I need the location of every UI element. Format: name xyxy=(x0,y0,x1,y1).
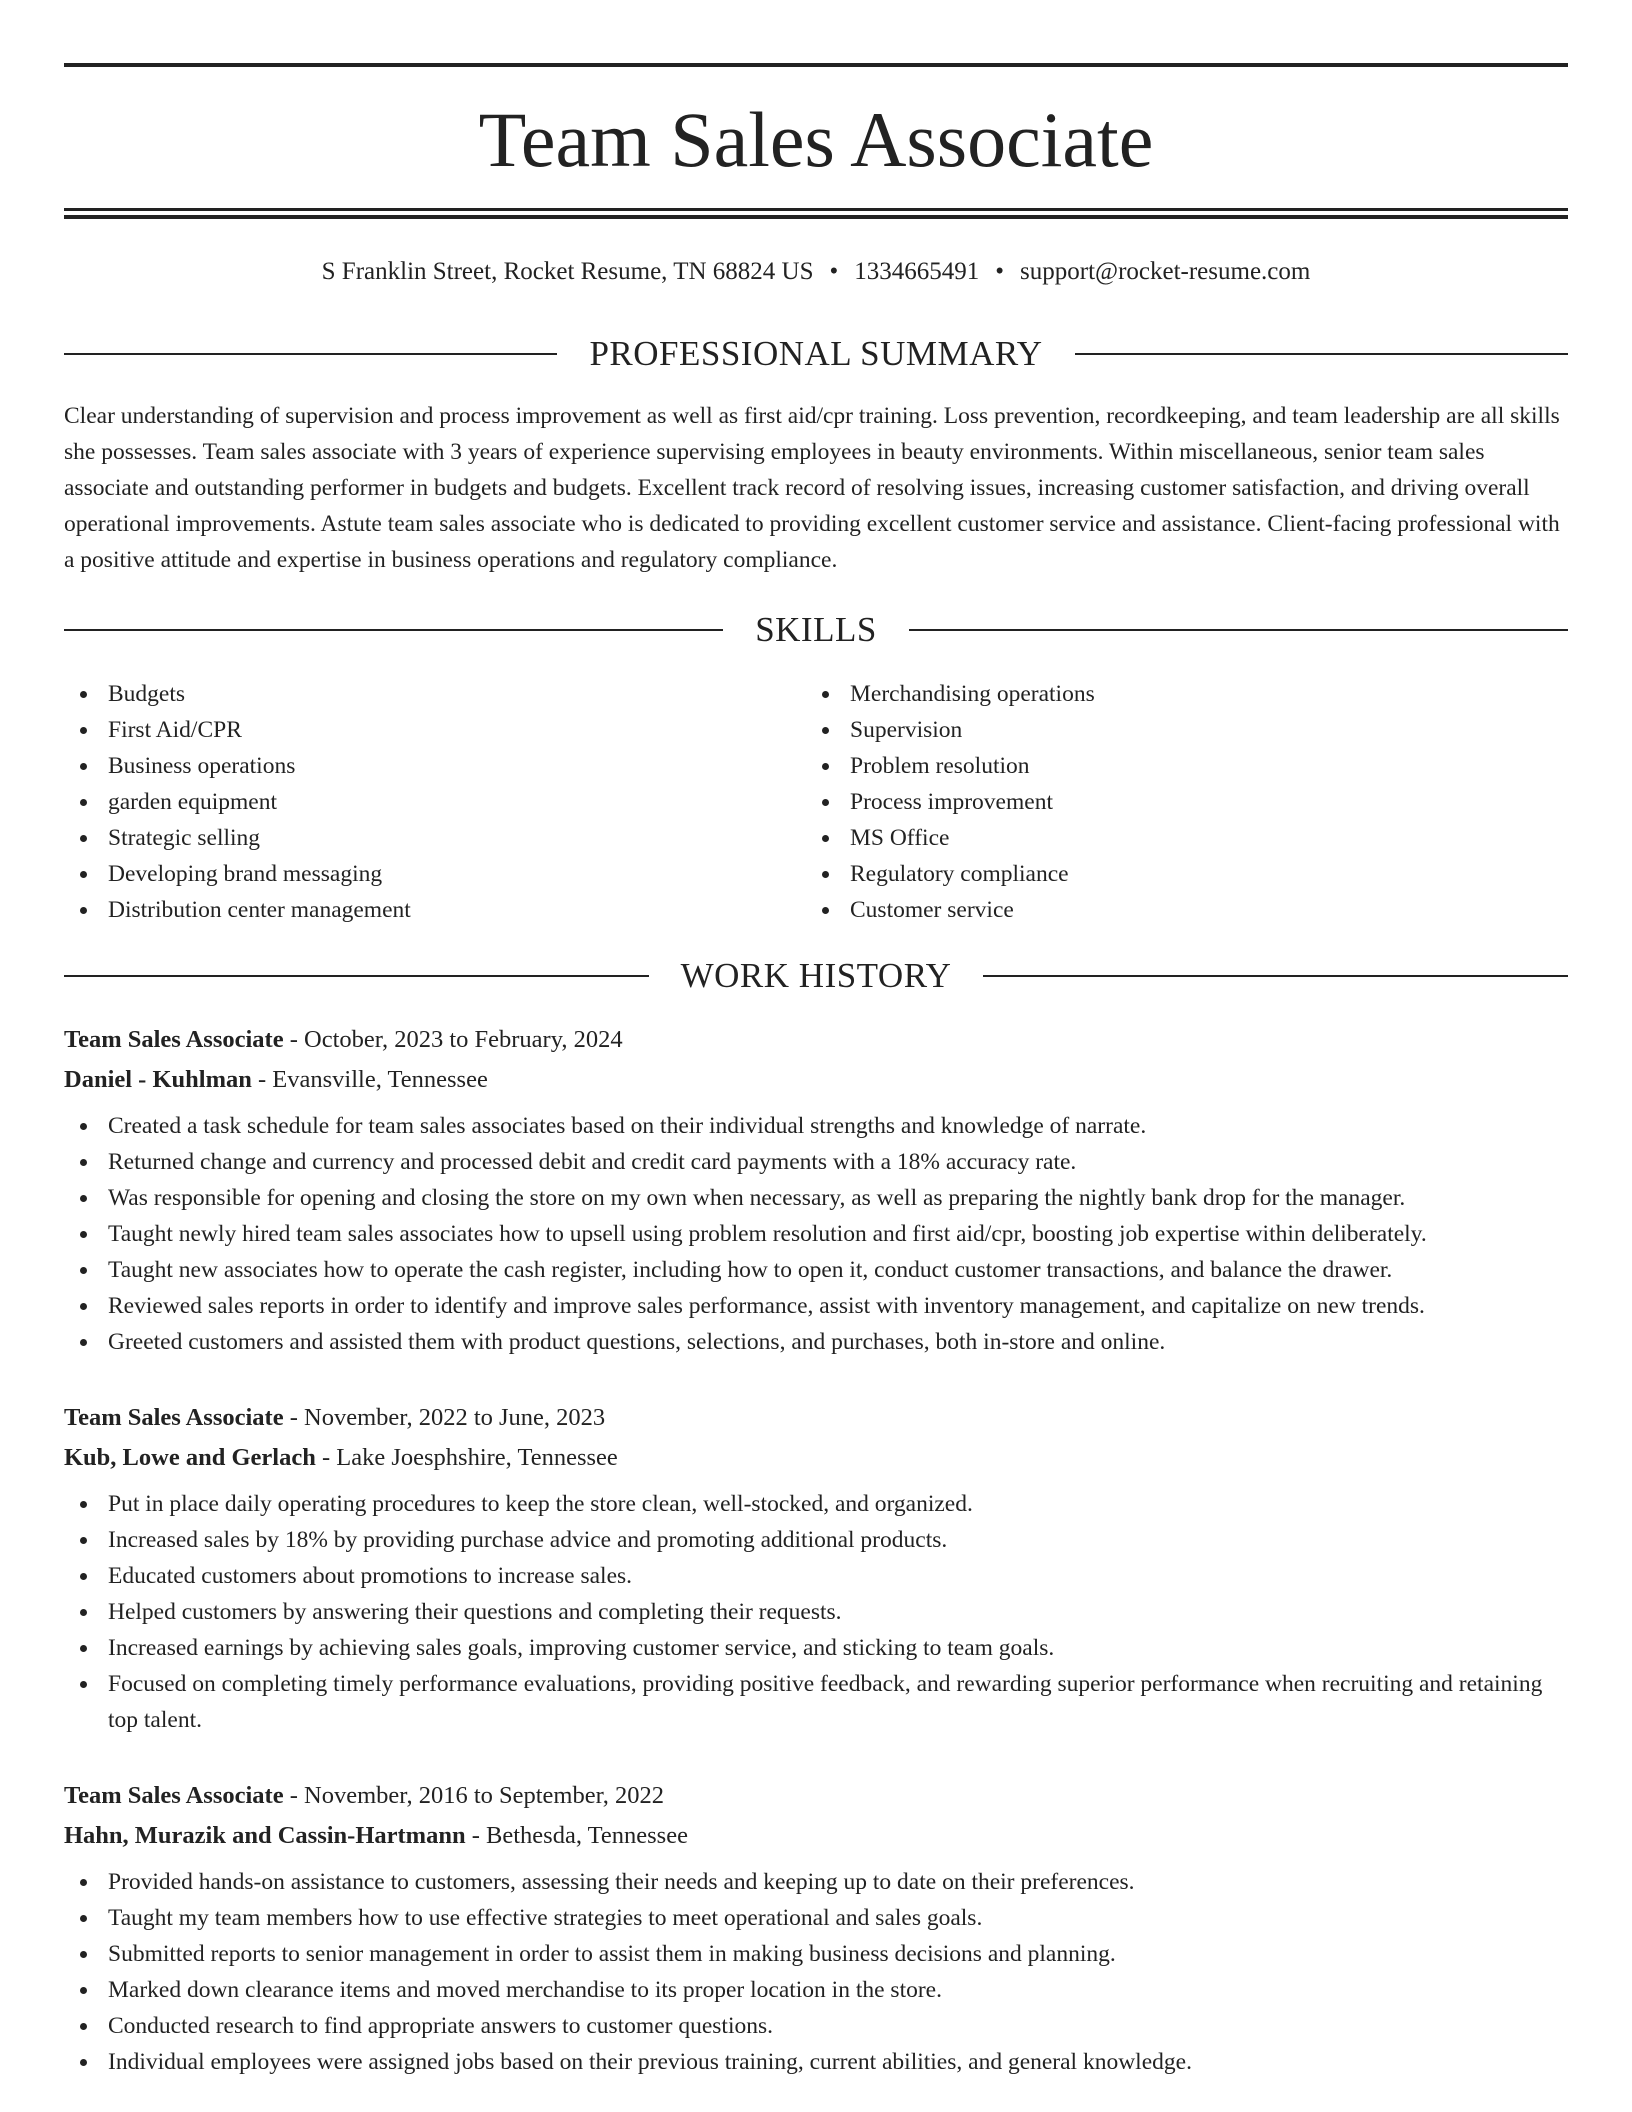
skill-item: First Aid/CPR xyxy=(64,712,806,748)
job-title-line: Team Sales Associate - November, 2022 to June, 2023 xyxy=(64,1404,606,1431)
heading-rule-right xyxy=(1075,353,1568,355)
skill-item: Problem resolution xyxy=(806,748,1548,784)
job-company: Kub, Lowe and Gerlach xyxy=(64,1444,316,1471)
job-bullet: Put in place daily operating procedures to keep the store clean, well-stocked, and organized. xyxy=(64,1486,1568,1522)
job-company-line: Daniel - Kuhlman - Evansville, Tennessee xyxy=(64,1066,488,1093)
job-location: Lake Joesphshire, Tennessee xyxy=(336,1444,618,1471)
job-bullet: Conducted research to find appropriate answers to customer questions. xyxy=(64,2008,1568,2044)
job-bullet: Helped customers by answering their questions and completing their requests. xyxy=(64,1594,1568,1630)
job-dates: November, 2016 to September, 2022 xyxy=(304,1782,665,1809)
job-entry xyxy=(64,1398,1568,1738)
skills-column-left xyxy=(64,676,806,928)
job-entry xyxy=(64,1020,1568,1360)
job-bullet: Created a task schedule for team sales associates based on their individual strengths and knowledge of narrate. xyxy=(64,1108,1568,1144)
work-heading-label: WORK HISTORY xyxy=(680,956,952,995)
skills-heading-label: SKILLS xyxy=(755,610,877,649)
skills-heading xyxy=(64,608,1568,652)
job-bullet: Increased earnings by achieving sales goals, improving customer service, and sticking to team goals. xyxy=(64,1630,1568,1666)
skill-item: Budgets xyxy=(64,676,806,712)
skill-item: Strategic selling xyxy=(64,820,806,856)
job-dates: November, 2022 to June, 2023 xyxy=(304,1404,606,1431)
job-location: Bethesda, Tennessee xyxy=(486,1822,688,1849)
job-dates: October, 2023 to February, 2024 xyxy=(304,1026,623,1053)
skill-item: garden equipment xyxy=(64,784,806,820)
job-bullet: Marked down clearance items and moved merchandise to its proper location in the store. xyxy=(64,1972,1568,2008)
job-title-line: Team Sales Associate - October, 2023 to February, 2024 xyxy=(64,1026,623,1053)
skill-item: Distribution center management xyxy=(64,892,806,928)
skill-item: Process improvement xyxy=(806,784,1548,820)
skill-item: MS Office xyxy=(806,820,1548,856)
heading-rule-right xyxy=(983,975,1568,977)
job-company: Daniel - Kuhlman xyxy=(64,1066,252,1093)
job-bullet: Increased sales by 18% by providing purchase advice and promoting additional products. xyxy=(64,1522,1568,1558)
skill-item: Supervision xyxy=(806,712,1548,748)
job-title: Team Sales Associate xyxy=(64,1026,284,1053)
summary-text: Clear understanding of supervision and process improvement as well as first aid/cpr training. Loss prevention, recordkeeping, and team leadership are all skills she possesses. Team sales associate with 3 years of experience supervising employees in beauty environments. Within miscellaneous, senior team sales associate and outstanding performer in budgets and budgets. Excellent track record of resolving issues, increasing customer satisfaction, and driving overall operational improvements. Astute team sales associate who is dedicated to providing excellent customer service and assistance. Client-facing professional with a positive attitude and expertise in business operations and regulatory compliance. xyxy=(64,403,1560,573)
contact-phone: 1334665491 xyxy=(854,258,980,285)
contact-email: support@rocket-resume.com xyxy=(1020,258,1311,285)
skill-item: Business operations xyxy=(64,748,806,784)
skills-column-right xyxy=(806,676,1548,928)
job-bullet: Returned change and currency and processed debit and credit card payments with a 18% accuracy rate. xyxy=(64,1144,1568,1180)
contact-line xyxy=(64,254,1568,290)
job-bullet: Was responsible for opening and closing the store on my own when necessary, as well as preparing the nightly bank drop for the manager. xyxy=(64,1180,1568,1216)
heading-rule-left xyxy=(64,629,723,631)
job-title: Team Sales Associate xyxy=(64,1782,284,1809)
skill-item: Merchandising operations xyxy=(806,676,1548,712)
job-bullet: Focused on completing timely performance evaluations, providing positive feedback, and rewarding superior performance when recruiting and retaining top talent. xyxy=(64,1666,1568,1738)
job-company-line: Kub, Lowe and Gerlach - Lake Joesphshire, Tennessee xyxy=(64,1444,618,1471)
top-rule xyxy=(64,63,1568,67)
job-bullet: Individual employees were assigned jobs based on their previous training, current abilities, and general knowledge. xyxy=(64,2044,1568,2080)
job-bullets xyxy=(64,1108,1568,1360)
job-company: Hahn, Murazik and Cassin-Hartmann xyxy=(64,1822,466,1849)
job-location: Evansville, Tennessee xyxy=(272,1066,488,1093)
summary-heading xyxy=(64,332,1568,376)
job-bullets xyxy=(64,1864,1568,2080)
job-bullet: Greeted customers and assisted them with product questions, selections, and purchases, both in-store and online. xyxy=(64,1324,1568,1360)
job-bullets xyxy=(64,1486,1568,1738)
heading-rule-left xyxy=(64,353,557,355)
skills-list xyxy=(64,676,1568,928)
title-double-rule xyxy=(64,208,1568,219)
summary-heading-label: PROFESSIONAL SUMMARY xyxy=(589,334,1043,373)
job-title: Team Sales Associate xyxy=(64,1404,284,1431)
job-bullet: Reviewed sales reports in order to identify and improve sales performance, assist with inventory management, and capitalize on new trends. xyxy=(64,1288,1568,1324)
skill-item: Regulatory compliance xyxy=(806,856,1548,892)
job-entry xyxy=(64,1776,1568,2080)
skill-item: Customer service xyxy=(806,892,1548,928)
heading-rule-left xyxy=(64,975,649,977)
work-heading xyxy=(64,954,1568,998)
job-title-line: Team Sales Associate - November, 2016 to September, 2022 xyxy=(64,1782,665,1809)
contact-separator: • xyxy=(829,258,839,285)
contact-address: S Franklin Street, Rocket Resume, TN 68824 US xyxy=(321,258,814,285)
resume-title: Team Sales Associate xyxy=(478,96,1154,183)
skill-item: Developing brand messaging xyxy=(64,856,806,892)
heading-rule-right xyxy=(909,629,1568,631)
job-bullet: Educated customers about promotions to increase sales. xyxy=(64,1558,1568,1594)
job-bullet: Taught new associates how to operate the cash register, including how to open it, conduct customer transactions, and balance the drawer. xyxy=(64,1252,1568,1288)
job-bullet: Provided hands-on assistance to customers, assessing their needs and keeping up to date on their preferences. xyxy=(64,1864,1568,1900)
job-company-line: Hahn, Murazik and Cassin-Hartmann - Bethesda, Tennessee xyxy=(64,1822,688,1849)
job-bullet: Taught newly hired team sales associates how to upsell using problem resolution and first aid/cpr, boosting job expertise within deliberately. xyxy=(64,1216,1568,1252)
contact-separator: • xyxy=(995,258,1005,285)
job-bullet: Submitted reports to senior management in order to assist them in making business decisions and planning. xyxy=(64,1936,1568,1972)
job-bullet: Taught my team members how to use effective strategies to meet operational and sales goals. xyxy=(64,1900,1568,1936)
